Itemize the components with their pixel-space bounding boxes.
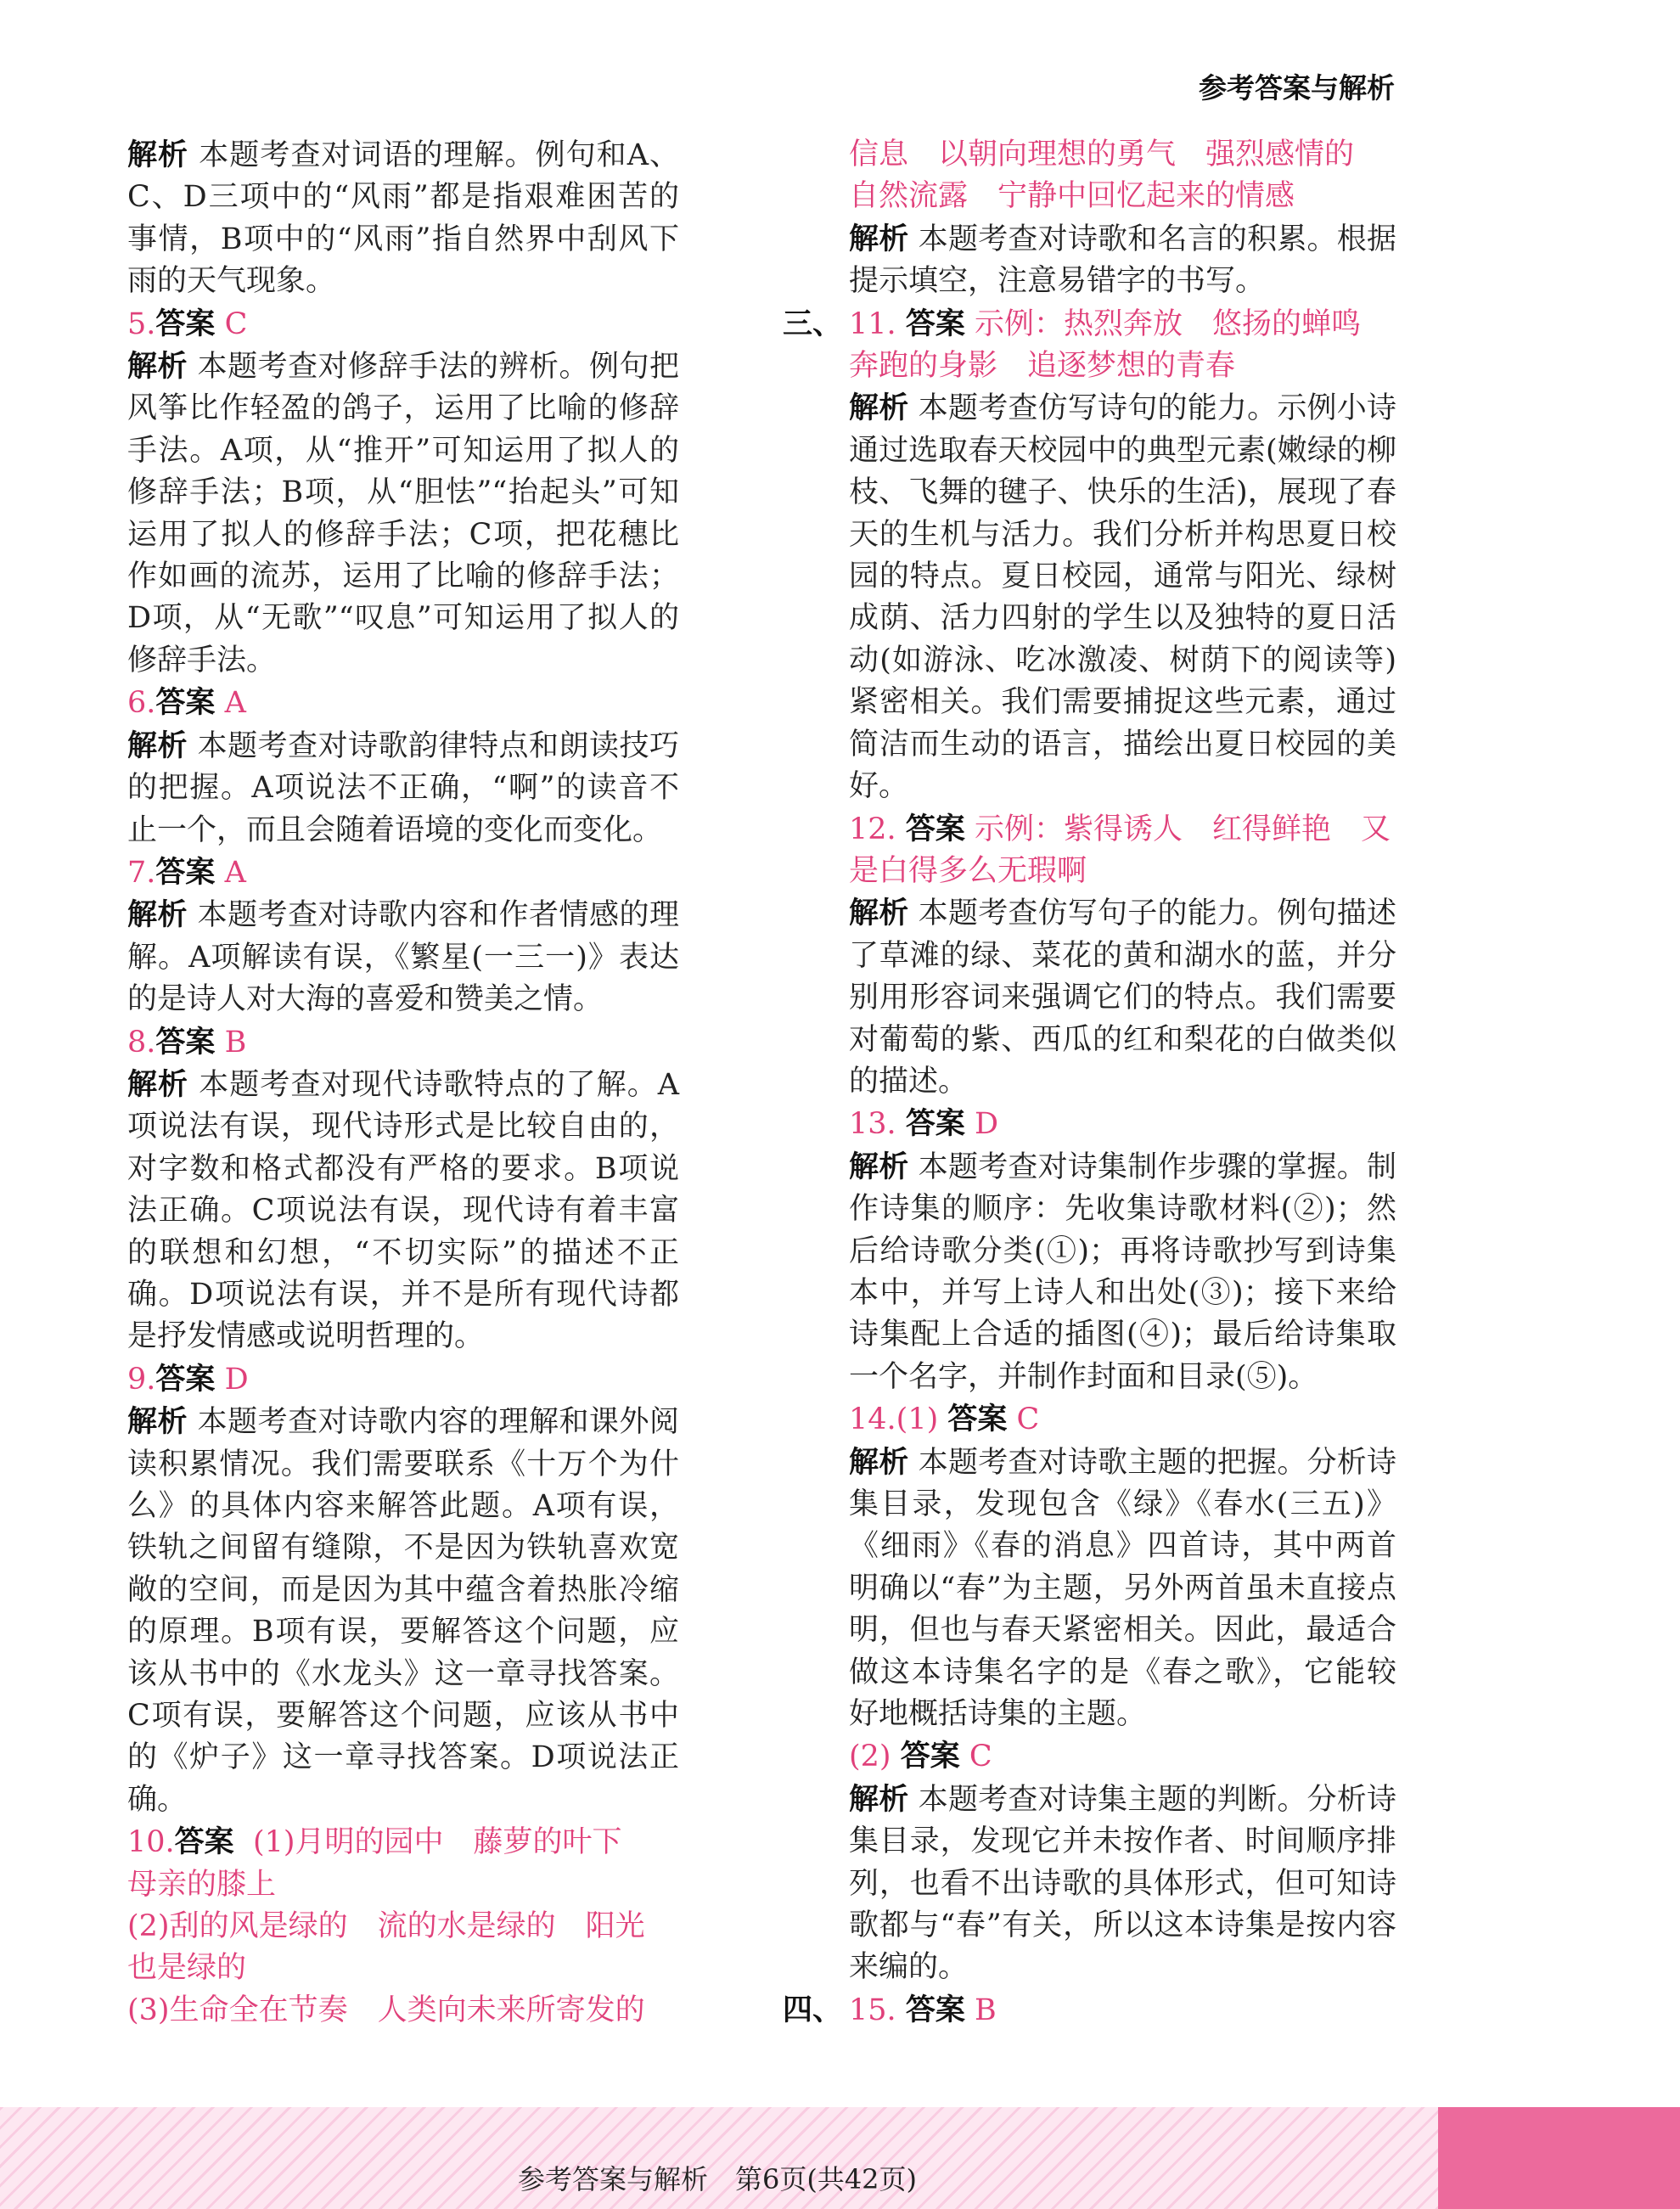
footer-pink-tab — [1438, 2107, 1680, 2209]
section-4 — [783, 1989, 1396, 2032]
q14-1-answer: 14.(1) 答案 C — [849, 1402, 1040, 1437]
q11-answer-line2: 奔跑的身影 追逐梦想的青春 — [849, 349, 1236, 384]
section-3-label: 三、 — [783, 306, 843, 341]
q15-answer: 15. 答案 B — [849, 1992, 997, 2027]
q5-analysis: 解析 本题考查对修辞手法的辨析。例句把风筝比作轻盈的鸽子，运用了比喻的修辞手法。A项，从“推开”可知运用了拟人的修辞手法；B项，从“胆怯”“抬起头”可知运用了拟人的修辞手法；C项，把花穗比作如画的流苏，运用了比喻的修辞手法；D项，从“无歌”“叹息”可知运用了拟人的修辞手法。 — [127, 349, 679, 677]
section-3 — [783, 303, 1396, 346]
q14-2-analysis: 解析 本题考查对诗集主题的判断。分析诗集目录，发现它并未按作者、时间顺序排列，也看不出诗歌的具体形式，但可知诗歌都与“春”有关，所以这本诗集是按内容来编的。 — [849, 1781, 1396, 1985]
q12-answer: 12. 答案 示例：紫得诱人 红得鲜艳 又 — [849, 811, 1391, 846]
q13-analysis: 解析 本题考查对诗集制作步骤的掌握。制作诗集的顺序：先收集诗歌材料(②)；然后给诗歌分类(①)；再将诗歌抄写到诗集本中，并写上诗人和出处(③)；接下来给诗集配上合适的插图(④)；最后给诗集取一个名字，并制作封面和目录(⑤)。 — [849, 1149, 1396, 1394]
q5-answer: 5.答案 C — [127, 306, 248, 341]
q10-answer-line4: 也是绿的 — [127, 1951, 247, 1986]
q10-analysis: 解析 本题考查对诗歌和名言的积累。根据提示填空，注意易错字的书写。 — [849, 221, 1396, 299]
q7-answer: 7.答案 A — [127, 854, 246, 890]
q6-answer: 6.答案 A — [127, 685, 246, 721]
q10-answer-line7: 自然流露 宁静中回忆起来的情感 — [849, 179, 1295, 214]
q7-analysis: 解析 本题考查对诗歌内容和作者情感的理解。A项解读有误，《繁星(一三一)》表达的是诗人对大海的喜爱和赞美之情。 — [127, 897, 679, 1017]
q11-answer: 11. 答案 示例：热烈奔放 悠扬的蝉鸣 — [849, 306, 1361, 341]
left-column — [127, 134, 679, 2032]
q10-answer-line3: (2)刮的风是绿的 流的水是绿的 阳光 — [127, 1909, 645, 1944]
q11-analysis: 解析 本题考查仿写诗句的能力。示例小诗通过选取春天校园中的典型元素(嫩绿的柳枝、飞舞的毽子、快乐的生活)，展现了春天的生机与活力。我们分析并构思夏日校园的特点。夏日校园，通常与阳光、绿树成荫、活力四射的学生以及独特的夏日活动(如游泳、吃冰激凌、树荫下的阅读等)紧密相关。我们需要捕捉这些元素，通过简洁而生动的语言，描绘出夏日校园的美好。 — [849, 391, 1396, 804]
analysis-label: 解析 — [127, 138, 189, 172]
q6-analysis: 解析 本题考查对诗歌韵律特点和朗读技巧的把握。A项说法不正确，“啊”的读音不止一个，而且会随着语境的变化而变化。 — [127, 728, 679, 847]
q8-analysis: 解析 本题考查对现代诗歌特点的了解。A项说法有误，现代诗形式是比较自由的，对字数和格式都没有严格的要求。B项说法正确。C项说法有误，现代诗有着丰富的联想和幻想，“不切实际”的描述不正确。D项说法有误，并不是所有现代诗都是抒发情感或说明哲理的。 — [127, 1066, 679, 1354]
q10-answer-line5: (3)生命全在节奏 人类向未来所寄发的 — [127, 1993, 645, 2027]
q10-answer-line6: 信息 以朝向理想的勇气 强烈感情的 — [849, 138, 1355, 171]
right-column — [783, 134, 1396, 2032]
q14-2-answer: (2) 答案 C — [849, 1739, 992, 1774]
q13-answer: 13. 答案 D — [849, 1106, 999, 1142]
q10-answer: 10.答案 (1)月明的园中 藤萝的叶下 — [127, 1824, 622, 1860]
q12-analysis: 解析 本题考查仿写句子的能力。例句描述了草滩的绿、菜花的黄和湖水的蓝，并分别用形容词来强调它们的特点。我们需要对葡萄的紫、西瓜的红和梨花的白做类似的描述。 — [849, 896, 1396, 1099]
page-header-title: 参考答案与解析 — [1199, 71, 1395, 104]
section-4-label: 四、 — [783, 1992, 843, 2027]
q4-analysis: 解析 本题考查对词语的理解。例句和A、C、D三项中的“风雨”都是指艰难困苦的事情，B项中的“风雨”指自然界中刮风下雨的天气现象。 — [127, 138, 679, 299]
q9-analysis: 解析 本题考查对诗歌内容的理解和课外阅读积累情况。我们需要联系《十万个为什么》的具体内容来解答此题。A项有误，铁轨之间留有缝隙，不是因为铁轨喜欢宽敞的空间，而是因为其中蕴含着热胀冷缩的原理。B项有误，要解答这个问题，应该从书中的《水龙头》这一章寻找答案。C项有误，要解答这个问题，应该从书中的《炉子》这一章寻找答案。D项说法正确。 — [127, 1404, 679, 1817]
q12-answer-line2: 是白得多么无瑕啊 — [849, 853, 1087, 888]
q14-1-analysis: 解析 本题考查对诗歌主题的把握。分析诗集目录，发现包含《绿》《春水(三五)》《细雨》《春的消息》四首诗，其中两首明确以“春”为主题，另外两首虽未直接点明，但也与春天紧密相关。因此，最适合做这本诗集名字的是《春之歌》，它能较好地概括诗集的主题。 — [849, 1444, 1396, 1732]
q10-answer-line2: 母亲的膝上 — [127, 1867, 277, 1902]
q8-answer: 8.答案 B — [127, 1024, 247, 1060]
page-footer-text: 参考答案与解析 第6页(共42页) — [517, 2163, 918, 2195]
q9-answer: 9.答案 D — [127, 1361, 249, 1397]
